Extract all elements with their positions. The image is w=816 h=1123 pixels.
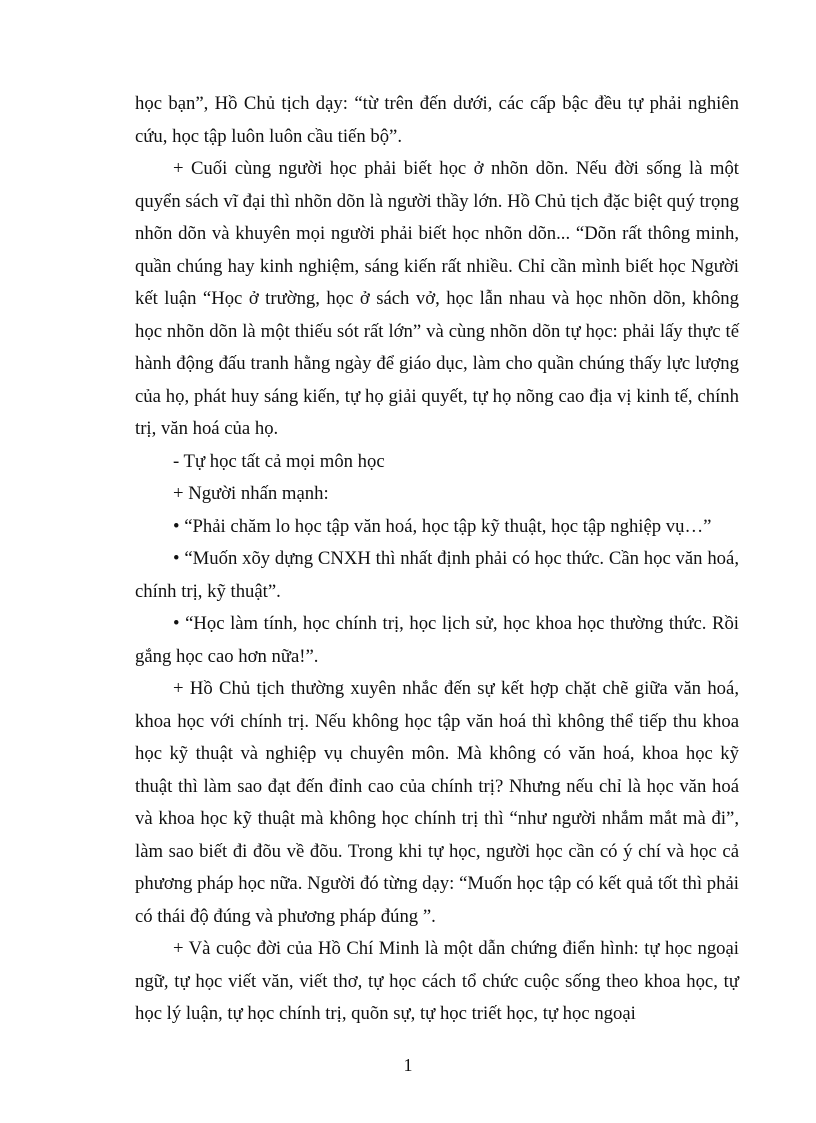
- page-number: 1: [403, 1055, 413, 1075]
- paragraph-emphasis: + Người nhấn mạnh:: [173, 483, 329, 504]
- bullet-item-culture: • “Phải chăm lo học tập văn hoá, học tập kỹ thuật, học tập nghiệp vụ…”: [173, 515, 712, 537]
- bullet-item-arithmetic: • “Học làm tính, học chính trị, học lịch sử, học khoa học thường thức. Rồi gắng học cao hơn nữa!”.: [135, 613, 739, 667]
- bullet-item-socialism: • “Muốn xõy dựng CNXH thì nhất định phải có học thức. Cần học văn hoá, chính trị, kỹ thuật”.: [135, 548, 739, 602]
- body-text: [135, 88, 739, 1031]
- paragraph-ho-chi-minh-example: + Và cuộc đời của Hồ Chí Minh là một dẫn chứng điển hình: tự học ngoại ngữ, tự học viết văn, viết thơ, tự học cách tổ chức cuộc sống theo khoa học, tự học lý luận, tự học chính trị, quõn sự, tự học triết học, tự học ngoại: [135, 938, 739, 1024]
- paragraph-continuation: học bạn”, Hồ Chủ tịch dạy: “từ trên đến dưới, các cấp bậc đều tự phải nghiên cứu, học tập luôn luôn cầu tiến bộ”.: [135, 93, 739, 147]
- paragraph-learn-from-people: + Cuối cùng người học phải biết học ở nhõn dõn. Nếu đời sống là một quyển sách vĩ đại thì nhõn dõn là người thầy lớn. Hồ Chủ tịch đặc biệt quý trọng nhõn dõn và khuyên mọi người phải biết học nhõn dõn... “Dõn rất thông minh, quần chúng hay kinh nghiệm, sáng kiến rất nhiều. Chỉ cần mình biết học Người kết luận “Học ở trường, học ở sách vở, học lẫn nhau và học nhõn dõn, không học nhõn dõn là một thiếu sót rất lớn” và cùng nhõn dõn tự học: phải lấy thực tế hành động đấu tranh hằng ngày để giáo dục, làm cho quần chúng thấy lực lượng của họ, phát huy sáng kiến, tự họ giải quyết, tự họ nõng cao địa vị kinh tế, chính trị, văn hoá của họ.: [135, 158, 739, 439]
- paragraph-self-study-all-subjects: - Tự học tất cả mọi môn học: [173, 450, 385, 472]
- paragraph-culture-science-politics: + Hồ Chủ tịch thường xuyên nhắc đến sự kết hợp chặt chẽ giữa văn hoá, khoa học với chính trị. Nếu không học tập văn hoá thì không thể tiếp thu khoa học kỹ thuật và nghiệp vụ chuyên môn. Mà không có văn hoá, khoa học kỹ thuật thì làm sao đạt đến đỉnh cao của chính trị? Nhưng nếu chỉ là học văn hoá và khoa học kỹ thuật mà không học chính trị thì “như người nhắm mắt mà đi”, làm sao biết đi đõu về đõu. Trong khi tự học, người học cần có ý chí và học cả phương pháp học nữa. Người đó từng dạy: “Muốn học tập có kết quả tốt thì phải có thái độ đúng và phương pháp đúng ”.: [135, 678, 739, 927]
